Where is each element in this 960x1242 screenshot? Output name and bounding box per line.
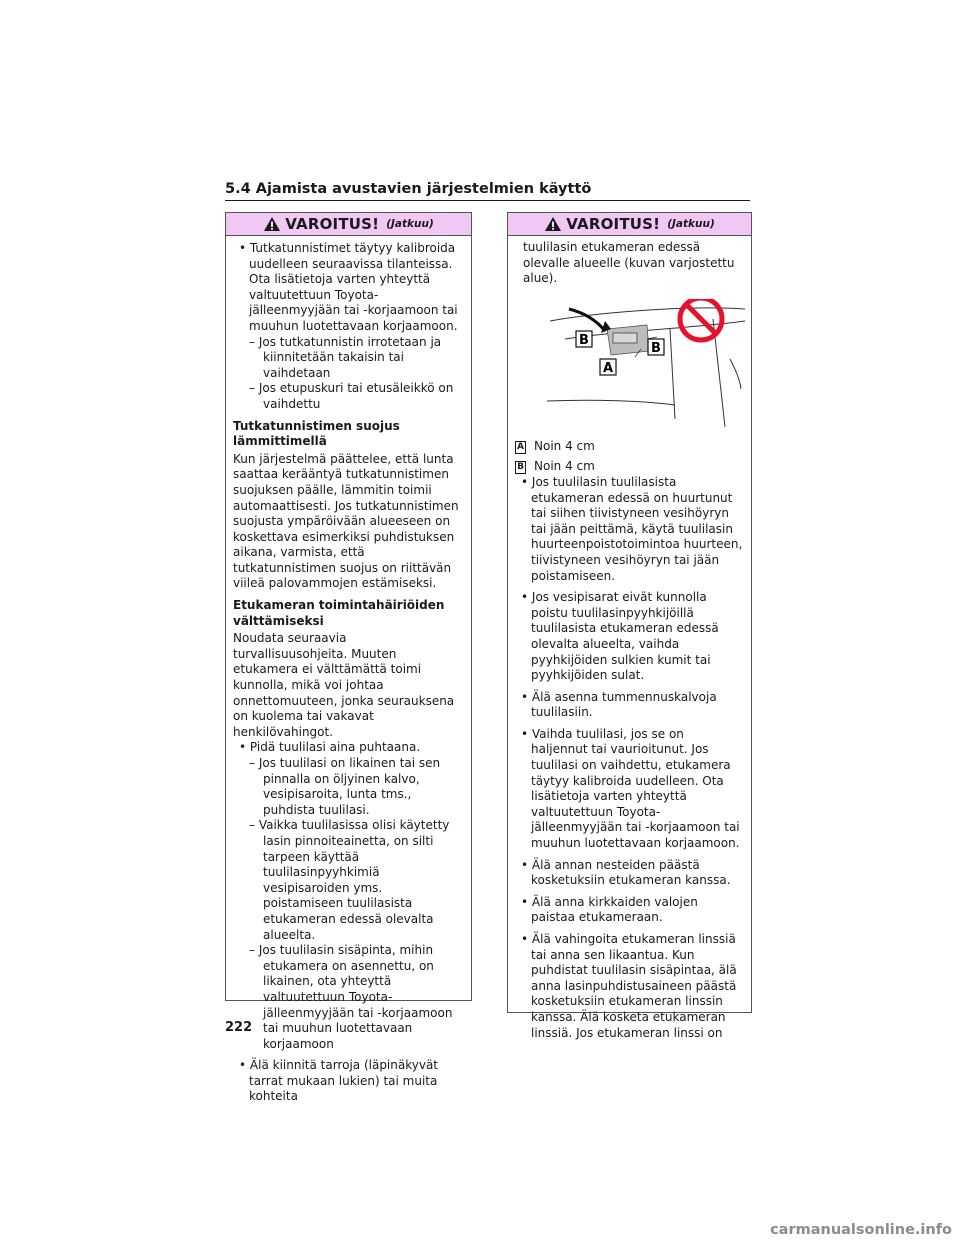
bullet-item: • Älä vahingoita etukameran linssiä tai anna sen likaantua. Kun puhdistat tuulilasin sisäpintaa, älä anna lasinpuhdistusaineen päästä kosketuksiin etukameran linssin kanssa. Älä kosketa etukameran linssiä. Jos etukameran linssi on xyxy=(515,932,744,1041)
dash-item: – Jos etupuskuri tai etusäleikkö on vaihdettu xyxy=(233,381,464,412)
bullet-item: • Älä annan nesteiden päästä kosketuksiin etukameran kanssa. xyxy=(515,858,744,889)
warning-box-right xyxy=(507,212,752,1040)
dash-item: – Jos tuulilasin sisäpinta, mihin etukamera on asennettu, on likainen, ota yhteyttä valtuutettuun Toyota-jälleenmyyjään tai -korjaamoon tai muuhun luotettavaan korjaamoon xyxy=(233,943,464,1052)
figure-label-a: A xyxy=(602,360,614,376)
warning-continued: (Jatkuu) xyxy=(386,218,434,230)
warning-title: VAROITUS! xyxy=(566,215,661,233)
paragraph: Noudata seuraavia turvallisuusohjeita. Muuten etukamera ei välttämättä toimi kunnolla, mikä voi johtaa onnettomuuteen, jonka seurauksena on kuolema tai vakavat henkilövahingot. xyxy=(233,631,455,739)
label-a-box: A xyxy=(515,441,526,454)
intro-text: tuulilasin etukameran edessä olevalle alueelle (kuvan varjostettu alue). xyxy=(523,240,735,286)
warning-continued: (Jatkuu) xyxy=(667,218,715,230)
figure-label-b: B xyxy=(579,332,589,348)
warning-triangle-icon xyxy=(544,216,562,232)
dash-item: – Jos tutkatunnistin irrotetaan ja kiinnitetään takaisin tai vaihdetaan xyxy=(233,335,464,382)
subheading: Tutkatunnistimen suojus lämmittimellä xyxy=(233,418,400,449)
bullet-item: • Pidä tuulilasi aina puhtaana. xyxy=(233,740,464,756)
warning-right-content xyxy=(508,236,751,1041)
bullet-item: • Älä anna kirkkaiden valojen paistaa etukameraan. xyxy=(515,895,744,926)
warning-title: VAROITUS! xyxy=(285,215,380,233)
figure-legend xyxy=(515,439,744,475)
windshield-figure xyxy=(535,299,765,429)
section-header: 5.4 Ajamista avustavien järjestelmien käyttö xyxy=(225,180,750,201)
legend-text-a: Noin 4 cm xyxy=(534,438,595,453)
subheading: Etukameran toimintahäiriöiden välttämiseksi xyxy=(233,598,445,628)
figure-label-b: B xyxy=(651,340,661,356)
bullet-item: • Älä kiinnitä tarroja (läpinäkyvät tarrat mukaan lukien) tai muita kohteita xyxy=(233,1058,464,1105)
bullet-item: • Jos vesipisarat eivät kunnolla poistu tuulilasinpyyhkijöillä tuulilasista etukameran edessä olevalta alueelta, vaihda pyyhkijöiden sulkien kumit tai pyyhkijöiden sulat. xyxy=(515,590,744,684)
windshield-illustration xyxy=(535,299,765,429)
paragraph: Kun järjestelmä päättelee, että lunta saattaa kerääntyä tutkatunnistimen suojuksen päälle, lämmitin toimii automaattisesti. Jos tutkatunnistimen suojusta ympäröivään alueeseen on koskettava esimerkiksi puhdistuksen aikana, varmista, että tutkatunnistimen suojus on riittävän viileä palovammojen estämiseksi. xyxy=(233,451,459,591)
bullet-item: • Älä asenna tummennuskalvoja tuulilasiin. xyxy=(515,690,744,721)
legend-text-b: Noin 4 cm xyxy=(534,459,595,474)
bullet-item: • Vaihda tuulilasi, jos se on haljennut tai vaurioitunut. Jos tuulilasi on vaihdettu, etukamera täytyy kalibroida uudelleen. Ota lisätietoja varten yhteyttä valtuutettuun Toyota-jälleenmyyjään tai -korjaamoon tai muuhun luotettavaan korjaamoon. xyxy=(515,727,744,852)
dash-item: – Vaikka tuulilasissa olisi käytetty lasin pinnoiteainetta, on silti tarpeen käyttää tuulilasinpyyhkimiä vesipisaroiden yms. poistamiseen tuulilasista etukameran edessä olevalta alueelta. xyxy=(233,818,464,943)
legend-item-b xyxy=(515,459,744,475)
page-number: 222 xyxy=(225,1020,253,1035)
warning-header xyxy=(508,213,751,236)
legend-item-a xyxy=(515,439,744,455)
warning-header xyxy=(226,213,471,236)
bullet-item: • Jos tuulilasin tuulilasista etukameran edessä on huurtunut tai siihen tiivistyneen vesihöyryn tai jään peittämä, käytä tuulilasin huurteenpoistotoimintoa huurteen, tiivistyneen vesihöyryn tai jään poistamiseen. xyxy=(515,475,744,584)
label-b-box: B xyxy=(515,461,526,474)
watermark: carmanualsonline.info xyxy=(770,1222,952,1238)
bullet-item: • Tutkatunnistimet täytyy kalibroida uudelleen seuraavissa tilanteissa. Ota lisätietoja varten yhteyttä valtuutettuun Toyota-jälleenmyyjään tai -korjaamoon tai muuhun luotettavaan korjaamoon. xyxy=(233,241,464,335)
dash-item: – Jos tuulilasi on likainen tai sen pinnalla on öljyinen kalvo, vesipisaroita, lunta tms., puhdista tuulilasi. xyxy=(233,756,464,818)
warning-triangle-icon xyxy=(263,216,281,232)
warning-right-list xyxy=(515,475,744,1041)
warning-left-content xyxy=(226,236,471,1105)
